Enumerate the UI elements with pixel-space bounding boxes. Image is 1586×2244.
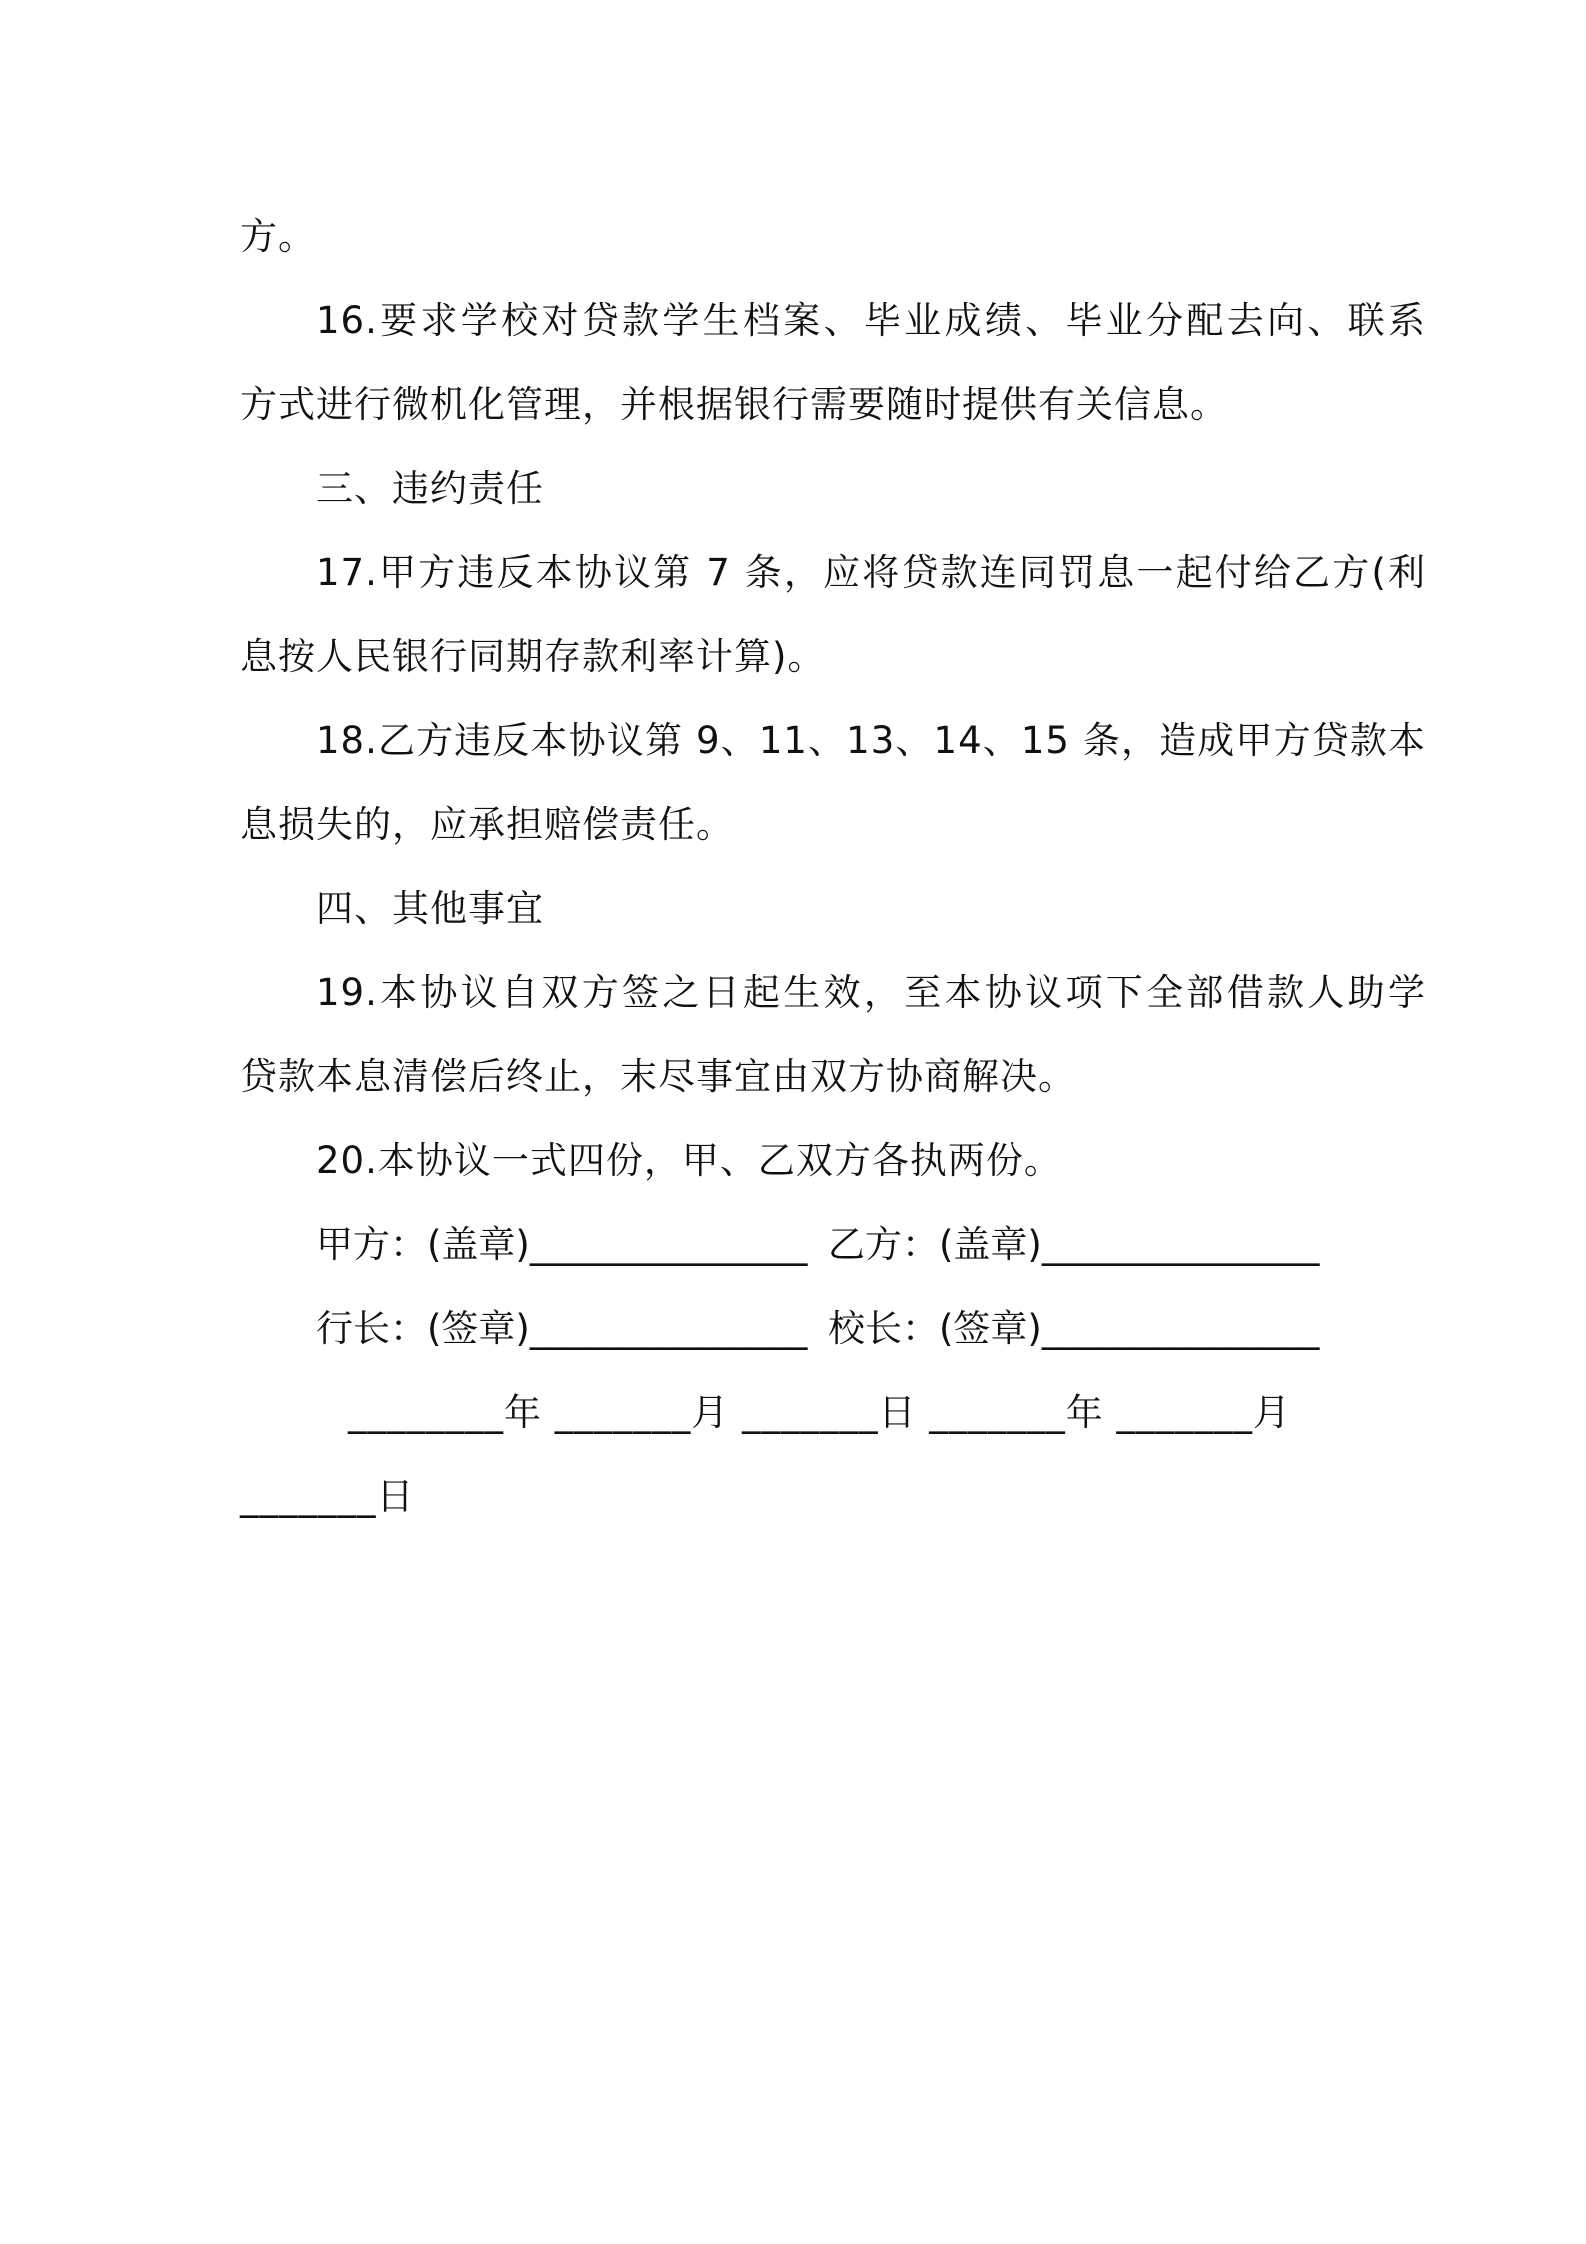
clause-20: 20.本协议一式四份，甲、乙双方各执两份。 xyxy=(316,1139,1062,1182)
clause-16-line-1: 16.要求学校对贷款学生档案、毕业成绩、毕业分配去向、联系 xyxy=(316,299,1426,342)
clause-19-line-1: 19.本协议自双方签之日起生效，至本协议项下全部借款人助学 xyxy=(316,971,1426,1014)
principal-signature-field: 校长：(签章)_______________ xyxy=(828,1307,1320,1350)
paragraph-line: 方。 xyxy=(240,215,316,258)
section-heading-other: 四、其他事宜 xyxy=(316,887,544,930)
signature-row xyxy=(240,1287,1350,1371)
date-line-tail: _______日 xyxy=(240,1475,415,1518)
clause-17-line-1: 17.甲方违反本协议第 7 条，应将贷款连同罚息一起付给乙方(利 xyxy=(316,551,1426,594)
seal-row xyxy=(240,1203,1350,1287)
clause-18-line-2: 息损失的，应承担赔偿责任。 xyxy=(240,803,734,846)
clause-17-line-2: 息按人民银行同期存款利率计算)。 xyxy=(240,635,826,678)
party-a-seal-field: 甲方：(盖章)_______________ xyxy=(316,1223,808,1266)
document-body xyxy=(240,195,1426,1539)
date-line: ________年 _______月 _______日 _______年 _______月 xyxy=(348,1391,1292,1434)
section-heading-breach: 三、违约责任 xyxy=(316,467,544,510)
bank-head-signature-field: 行长：(签章)_______________ xyxy=(316,1307,808,1350)
clause-16-line-2: 方式进行微机化管理，并根据银行需要随时提供有关信息。 xyxy=(240,383,1228,426)
party-b-seal-field: 乙方：(盖章)_______________ xyxy=(828,1223,1320,1266)
clause-18-line-1: 18.乙方违反本协议第 9、11、13、14、15 条，造成甲方贷款本 xyxy=(316,719,1426,762)
clause-19-line-2: 贷款本息清偿后终止，末尽事宜由双方协商解决。 xyxy=(240,1055,1076,1098)
